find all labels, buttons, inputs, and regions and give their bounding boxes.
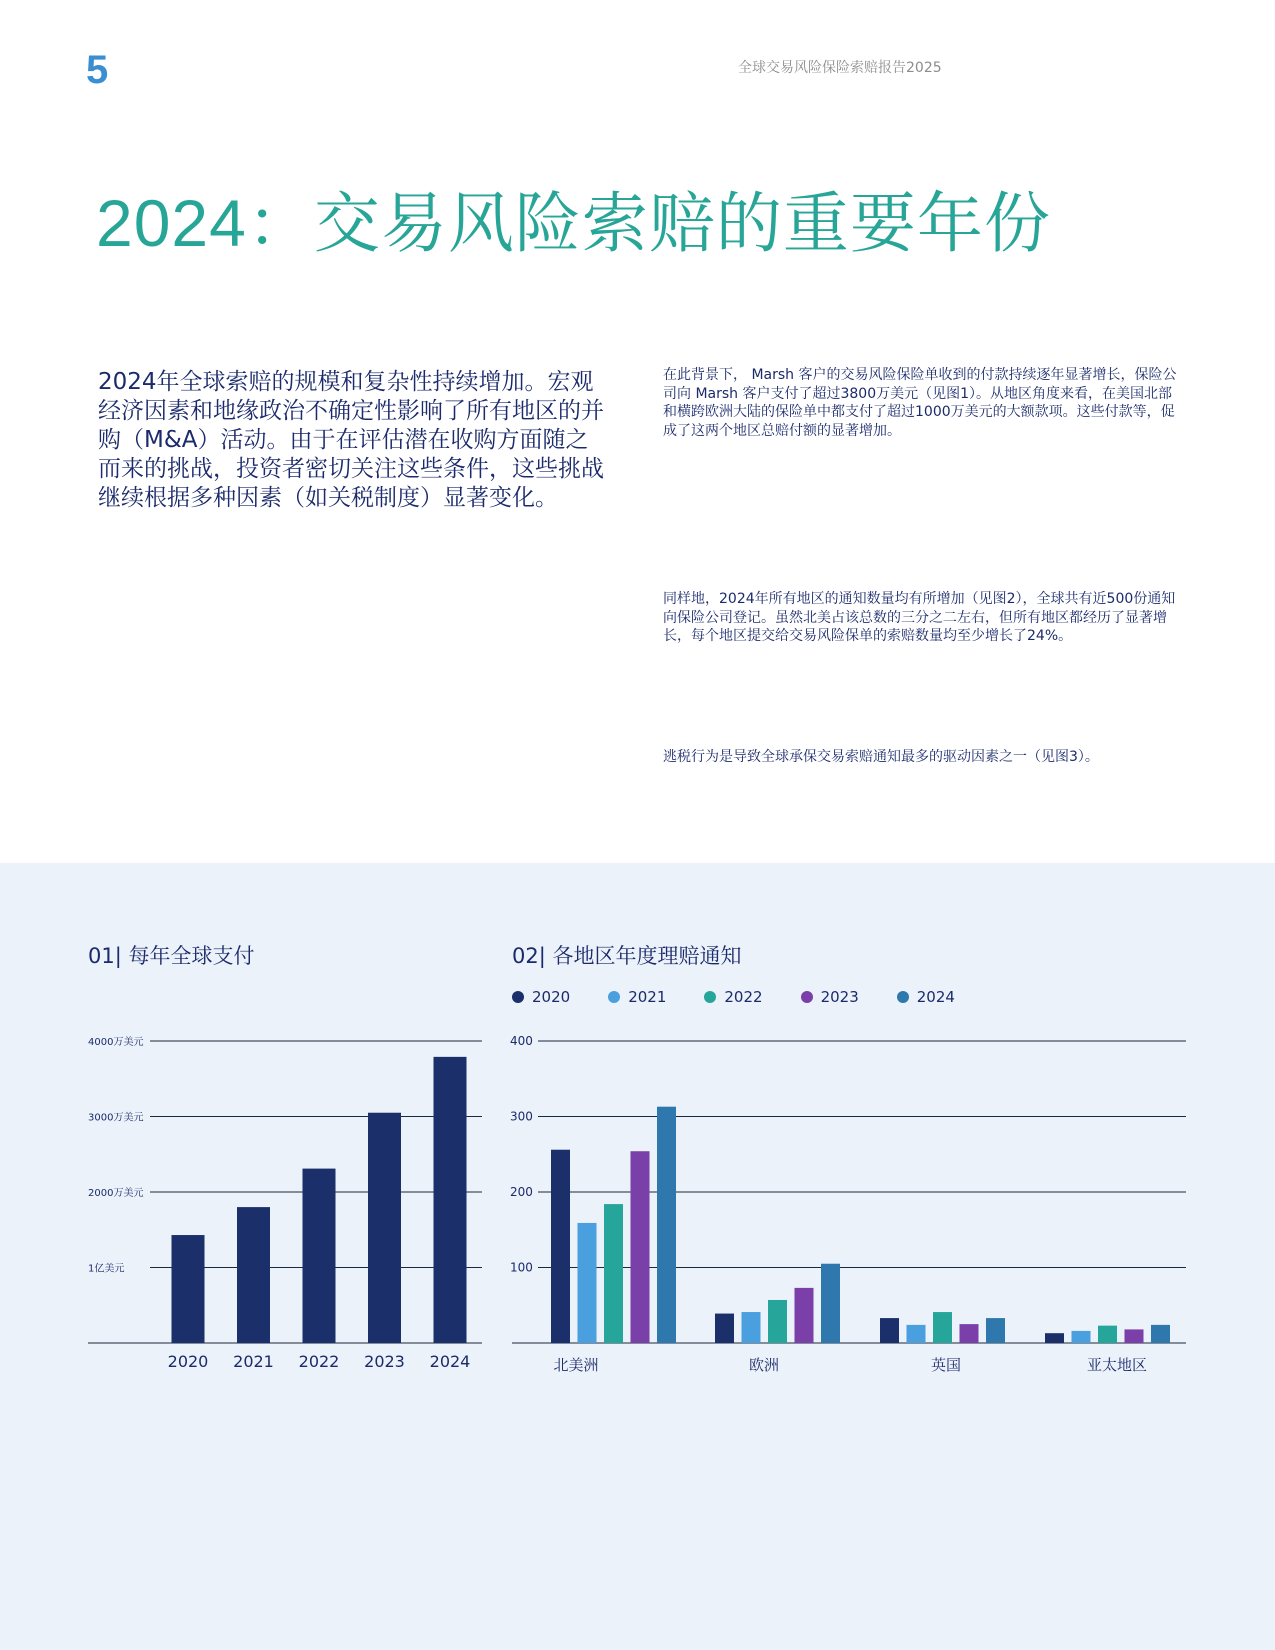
legend-label: 2022 bbox=[724, 988, 763, 1006]
legend-label: 2024 bbox=[916, 988, 955, 1006]
legend-item-2022 bbox=[704, 988, 762, 1006]
y-tick-label: 1亿美元 bbox=[88, 1263, 125, 1275]
x-tick-label: 2021 bbox=[233, 1352, 274, 1371]
legend-label: 2021 bbox=[628, 988, 667, 1006]
x-tick-label: 英国 bbox=[930, 1356, 962, 1374]
y-tick-label: 2000万美元 bbox=[88, 1188, 144, 1199]
x-tick-label: 北美洲 bbox=[553, 1356, 599, 1374]
charts-panel bbox=[0, 863, 1275, 1650]
y-tick-label: 4000万美元 bbox=[88, 1037, 144, 1048]
legend-swatch bbox=[512, 991, 524, 1003]
legend-swatch bbox=[897, 991, 909, 1003]
running-title: 全球交易风险保险索赔报告2025 bbox=[738, 60, 942, 76]
y-tick-label: 100 bbox=[510, 1260, 533, 1275]
legend-item-2020 bbox=[512, 988, 570, 1006]
legend-label: 2023 bbox=[820, 988, 859, 1006]
body-paragraph-3: 逃税行为是导致全球承保交易索赔通知最多的驱动因素之一（见图3）。 bbox=[663, 749, 1099, 765]
legend-item-2021 bbox=[608, 988, 666, 1006]
legend-swatch bbox=[801, 991, 813, 1003]
x-tick-label: 2024 bbox=[429, 1352, 471, 1371]
y-tick-label: 3000万美元 bbox=[88, 1112, 144, 1124]
x-tick-label: 亚太地区 bbox=[1086, 1356, 1148, 1374]
intro-paragraph: 2024年全球索赔的规模和复杂性持续增加。宏观经济因素和地缘政治不确定性影响了所有地区的并购（M&A）活动。由于在评估潜在收购方面随之而来的挑战，投资者密切关注这些条件，这些挑战继续根据多种因素（如关税制度）显著变化。 bbox=[98, 369, 604, 511]
chart-1-title: 01| 每年全球支付 bbox=[88, 944, 255, 968]
y-tick-label: 200 bbox=[510, 1185, 533, 1199]
y-tick-label: 300 bbox=[510, 1109, 533, 1124]
page-title: 2024：交易风险索赔的重要年份 bbox=[96, 186, 1051, 260]
x-tick-label: 2020 bbox=[167, 1352, 209, 1371]
legend-swatch bbox=[608, 991, 620, 1003]
x-tick-label: 2023 bbox=[364, 1352, 405, 1371]
legend-label: 2020 bbox=[532, 988, 571, 1006]
legend-item-2024 bbox=[897, 988, 955, 1006]
body-paragraph-2: 同样地，2024年所有地区的通知数量均有所增加（见图2），全球共有近500份通知向保险公司登记。虽然北美占该总数的三分之二左右，但所有地区都经历了显著增长，每个地区提交给交易风险保单的索赔数量均至少增长了24%。 bbox=[663, 591, 1176, 644]
x-tick-label: 欧洲 bbox=[748, 1356, 780, 1374]
legend-swatch bbox=[704, 991, 716, 1003]
body-paragraph-1: 在此背景下， Marsh 客户的交易风险保险单收到的付款持续逐年显著增长，保险公司向 Marsh 客户支付了超过3800万美元（见图1）。从地区角度来看，在美国北部和横跨欧洲大陆的保险单中都支付了超过1000万美元的大额款项。这些付款等，促成了这两个地区总赔付额的显著增加。 bbox=[663, 367, 1177, 439]
x-tick-label: 2022 bbox=[298, 1352, 340, 1371]
chart-2-legend bbox=[512, 988, 955, 1006]
y-tick-label: 400 bbox=[510, 1034, 533, 1048]
page-number: 5 bbox=[86, 48, 109, 92]
legend-item-2023 bbox=[801, 988, 859, 1006]
chart-2-title: 02| 各地区年度理赔通知 bbox=[512, 944, 742, 968]
